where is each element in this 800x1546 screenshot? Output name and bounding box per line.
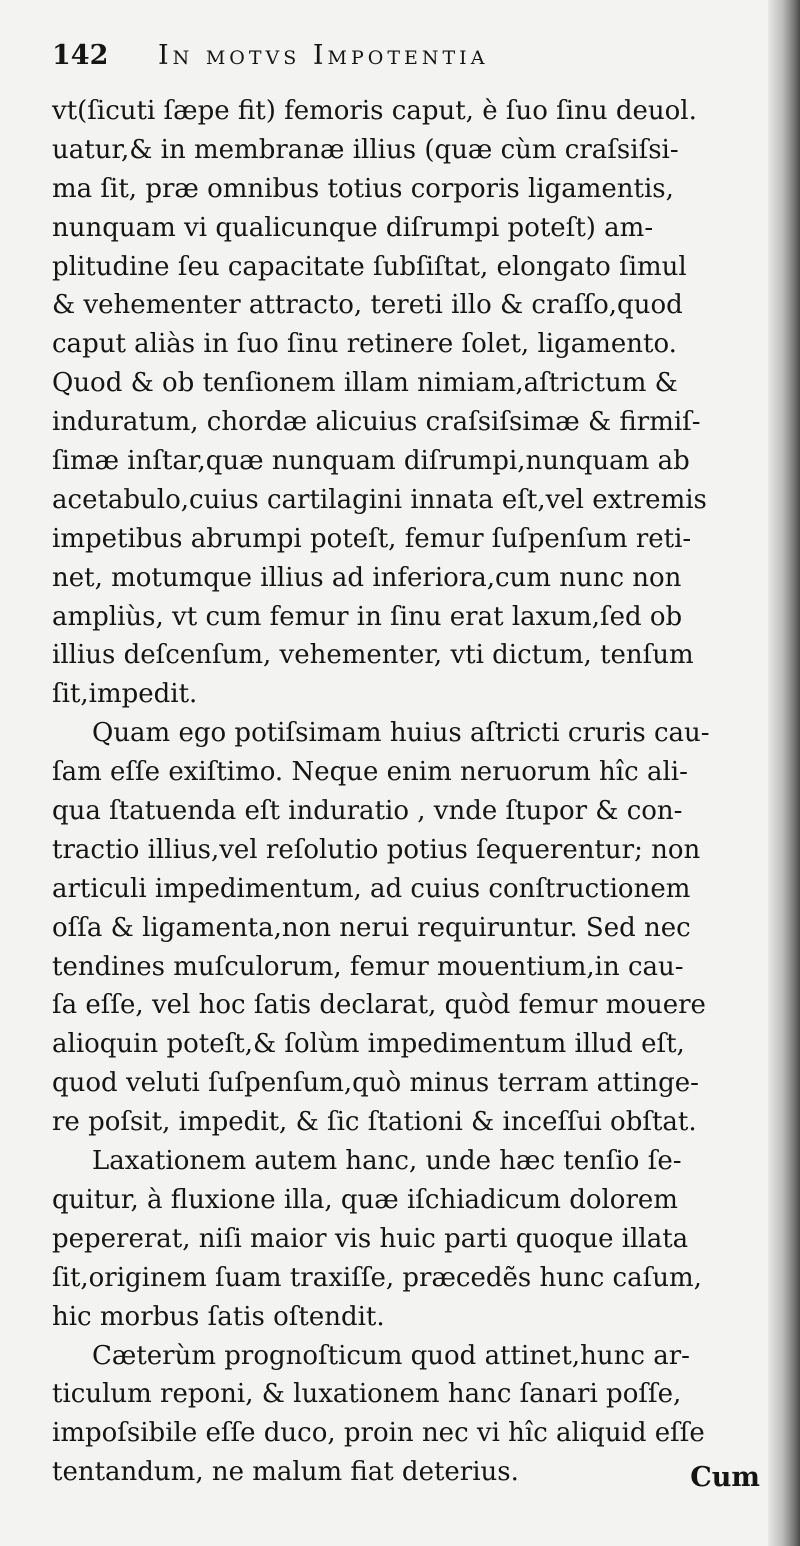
catchword: Cum (690, 1462, 760, 1493)
text-line: vt(ſicuti ſæpe fit) femoris caput, è ſuo ſinu deuol. (52, 96, 697, 126)
text-line: induratum, chordæ alicuius craſsiſsimæ & firmiſ- (52, 407, 701, 438)
text-line: pepererat, niſi maior vis huic parti quoque illata (52, 1223, 689, 1254)
text-line: qua ſtatuenda eſt induratio , vnde ſtupor & con- (52, 796, 683, 827)
text-line: net, motumque illius ad inferiora,cum nunc non (52, 562, 682, 593)
text-block (52, 92, 764, 1492)
text-line: ampliùs, vt cum femur in ſinu erat laxum,ſed ob (52, 601, 683, 632)
text-line: uatur,& in membranæ illius (quæ cùm craſsiſsi- (52, 134, 679, 165)
text-line: ſam eſſe exiſtimo. Neque enim neruorum hîc ali- (52, 757, 688, 788)
text-line: ſa eſſe, vel hoc ſatis declarat, quòd femur mouere (52, 990, 706, 1021)
text-line: quitur, à fluxione illa, quæ iſchiadicum dolorem (52, 1184, 678, 1215)
text-line: ſit,originem ſuam traxiſſe, præcedẽs hunc caſum, (52, 1262, 702, 1293)
text-line: oſſa & ligamenta,non nerui requiruntur. Sed nec (52, 912, 691, 943)
text-line: illius deſcenſum, vehementer, vti dictum, tenſum (52, 640, 694, 671)
paragraph-first-line: Laxationem autem hanc, unde hæc tenſio ſe- (92, 1146, 682, 1177)
text-line: ticulum reponi, & luxationem hanc ſanari poſſe, (52, 1379, 682, 1410)
text-line: tentandum, ne malum fiat deterius. (52, 1457, 519, 1488)
text-line: ma ſit, præ omnibus totius corporis ligamentis, (52, 173, 674, 204)
text-line: nunquam vi qualicunque diſrumpi poteſt) am- (52, 212, 654, 243)
page-gutter-shadow (768, 0, 800, 1546)
text-line: ſit,impedit. (52, 679, 198, 710)
text-line: impoſsibile eſſe duco, proin nec vi hîc aliquid eſſe (52, 1418, 705, 1449)
text-line: re poſsit, impedit, & ſic ſtationi & inceſſui obſtat. (52, 1107, 697, 1138)
text-line: plitudine ſeu capacitate ſubſiſtat, elongato ſimul (52, 251, 687, 282)
running-title: In motvs Impotentia (157, 40, 489, 71)
text-line: quod veluti ſuſpenſum,quò minus terram attinge- (52, 1068, 699, 1099)
page-number: 142 (52, 40, 109, 71)
paragraph-first-line: Cæterùm prognoſticum quod attinet,hunc ar- (92, 1340, 690, 1371)
text-line: articuli impedimentum, ad cuius conſtructionem (52, 873, 691, 904)
text-line: alioquin poteſt,& ſolùm impedimentum illud eſt, (52, 1029, 685, 1060)
text-line: Quod & ob tenſionem illam nimiam,aſtrictum & (52, 368, 678, 399)
paragraph-first-line: Quam ego potiſsimam huius aſtricti cruris cau- (92, 718, 710, 749)
text-line: hic morbus ſatis oſtendit. (52, 1301, 385, 1332)
running-header (52, 40, 752, 88)
text-line: tendines muſculorum, femur mouentium,in cau- (52, 951, 684, 982)
text-line: tractio illius,vel reſolutio potius ſequerentur; non (52, 834, 701, 865)
text-line: acetabulo,cuius cartilagini innata eſt,vel extremis (52, 484, 707, 515)
text-line: & vehementer attracto, tereti illo & craſſo,quod (52, 290, 683, 321)
text-line: impetibus abrumpi poteſt, femur ſuſpenſum reti- (52, 523, 692, 554)
text-line: ſimæ inſtar,quæ nunquam diſrumpi,nunquam ab (52, 446, 690, 477)
text-line: caput aliàs in ſuo ſinu retinere ſolet, ligamento. (52, 329, 677, 360)
